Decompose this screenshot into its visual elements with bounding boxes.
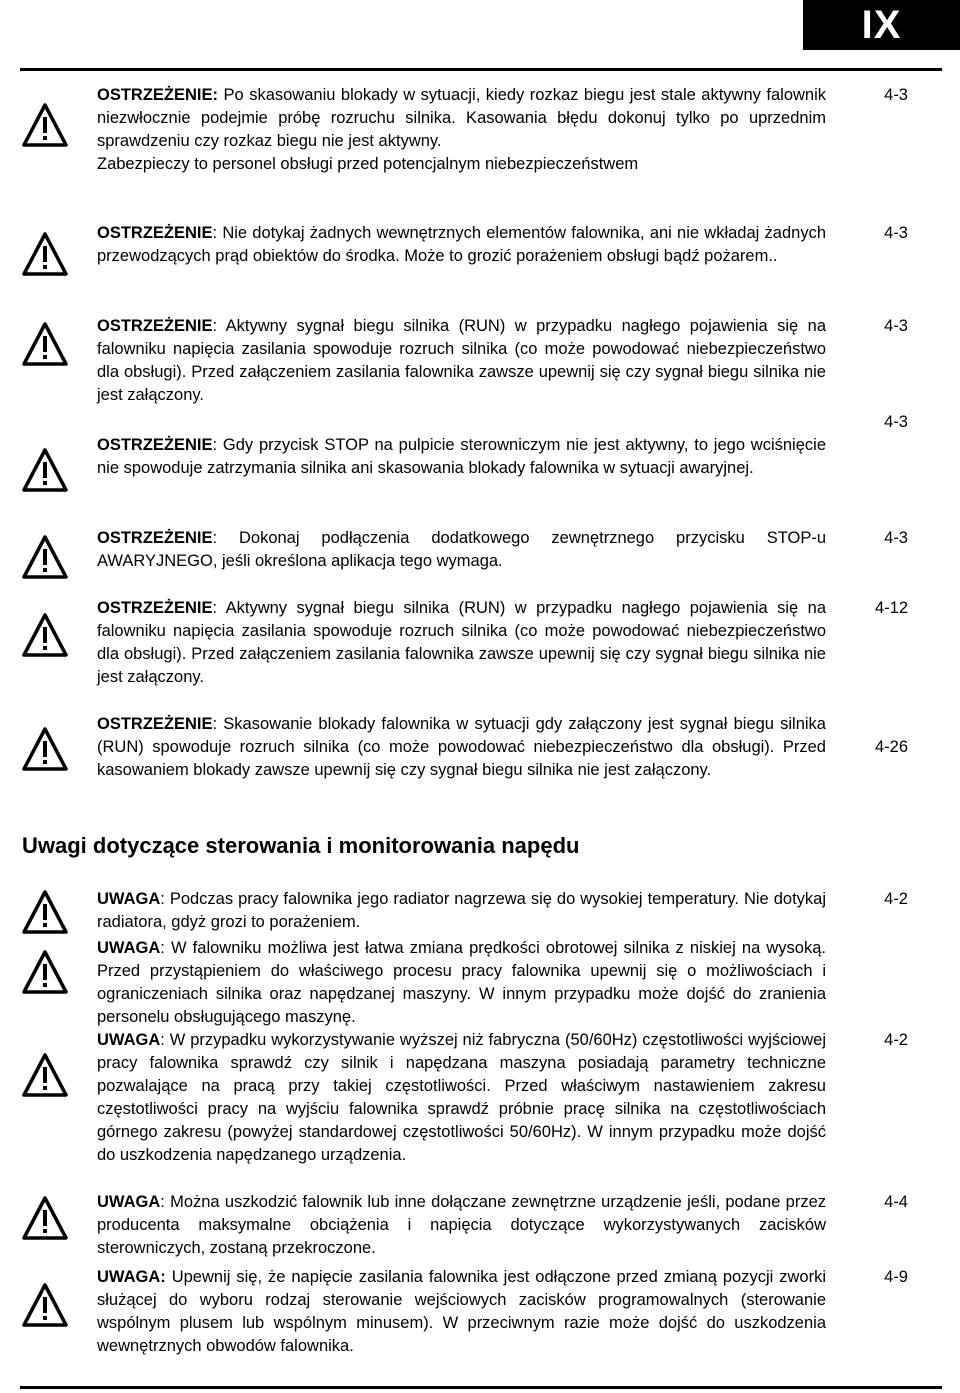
- warning-triangle-icon: [22, 1283, 68, 1327]
- note-body: : Można uszkodzić falownik lub inne dołączane zewnętrzne urządzenie jeśli, podane przez producenta maksymalne obciążenia i napięcia dotyczące wykorzystywanych zacisków sterowniczych, zostaną przekroczone.: [97, 1193, 826, 1257]
- page-reference: 4-3: [884, 317, 908, 335]
- warning-keyword: OSTRZEŻENIE: [97, 436, 213, 454]
- page-reference: 4-9: [884, 1268, 908, 1286]
- warning-body: Po skasowaniu blokady w sytuacji, kiedy rozkaz biegu jest stale aktywny falownik niezwłocznie podejmie próbę rozruchu silnika. Kasowania błędu dokonuj tylko po uprzednim sprawdzeniu czy rozkaz biegu nie jest aktywny.: [97, 86, 826, 150]
- note-body: Upewnij się, że napięcie zasilania falownika jest odłączone przed zmianą pozycji zworki służącej do wyboru rodzaj sterowanie wejściowych zacisków programowalnych (sterowanie wspólnym plusem lub wspólnym minusem). W przeciwnym razie może dojść do uszkodzenia wewnętrznych obwodów falownika.: [97, 1268, 826, 1355]
- note-text: [97, 888, 826, 934]
- warning-body: : Dokonaj podłączenia dodatkowego zewnętrznego przycisku STOP-u AWARYJNEGO, jeśli określona aplikacja tego wymaga.: [97, 529, 826, 570]
- note-keyword: UWAGA: [97, 939, 161, 957]
- page-reference: 4-3: [884, 413, 908, 431]
- page-reference: 4-2: [884, 1031, 908, 1049]
- warning-triangle-icon: [22, 1196, 68, 1240]
- page-reference: 4-2: [884, 890, 908, 908]
- bottom-rule: [20, 1386, 942, 1389]
- warning-triangle-icon: [22, 890, 68, 934]
- warning-triangle-icon: [22, 613, 68, 657]
- warning-triangle-icon: [22, 232, 68, 276]
- warning-text: [97, 597, 826, 689]
- warning-keyword: OSTRZEŻENIE: [97, 529, 213, 547]
- warning-text: [97, 527, 826, 573]
- note-text: [97, 1029, 826, 1167]
- warning-triangle-icon: [22, 322, 68, 366]
- warning-keyword: OSTRZEŻENIE:: [97, 86, 219, 104]
- note-text: [97, 1266, 826, 1358]
- warning-body: : Nie dotykaj żadnych wewnętrznych elementów falownika, ani nie wkładaj żadnych przewodzących prąd obiektów do środka. Może to grozić porażeniem obsługi bądź pożarem..: [97, 224, 826, 265]
- warning-text: [97, 84, 826, 176]
- warning-keyword: OSTRZEŻENIE: [97, 224, 213, 242]
- section-title: Uwagi dotyczące sterowania i monitorowania napędu: [22, 833, 580, 858]
- page-reference: 4-12: [874, 599, 908, 617]
- warning-body: : Aktywny sygnał biegu silnika (RUN) w przypadku nagłego pojawienia się na falowniku napięcia zasilania spowoduje rozruch silnika (co może powodować niebezpieczeństwo dla obsługi). Przed załączeniem zasilania falownika zawsze upewnij się czy sygnał biegu silnika nie jest załączony.: [97, 317, 826, 404]
- warning-body: : Gdy przycisk STOP na pulpicie sterowniczym nie jest aktywny, to jego wciśnięcie nie spowoduje zatrzymania silnika ani skasowania blokady falownika w sytuacji awaryjnej.: [97, 436, 826, 477]
- note-body: : Podczas pracy falownika jego radiator nagrzewa się do wysokiej temperatury. Nie dotykaj radiatora, gdyż grozi to porażeniem.: [97, 890, 826, 931]
- page-reference: 4-26: [874, 738, 908, 756]
- warning-triangle-icon: [22, 1053, 68, 1097]
- chapter-tab: IX: [803, 0, 960, 50]
- page-reference: 4-3: [884, 86, 908, 104]
- top-rule: [20, 68, 942, 71]
- warning-keyword: OSTRZEŻENIE: [97, 715, 213, 733]
- warning-body: : Aktywny sygnał biegu silnika (RUN) w przypadku nagłego pojawienia się na falowniku napięcia zasilania spowoduje rozruch silnika (co może powodować niebezpieczeństwo dla obsługi). Przed załączeniem zasilania falownika zawsze upewnij się czy sygnał biegu silnika nie jest załączony.: [97, 599, 826, 686]
- warning-keyword: OSTRZEŻENIE: [97, 599, 213, 617]
- warning-text: [97, 315, 826, 407]
- note-body: : W przypadku wykorzystywanie wyższej niż fabryczna (50/60Hz) częstotliwości wyjściowej pracy falownika sprawdź czy silnik i napędzana maszyna posiadają parametry techniczne pozwalające na pracą przy takiej częstotliwości. Przed właściwym nastawieniem zakresu częstotliwości pracy na wyjściu falownika sprawdź próbnie pracę silnika na częstotliwościach górnego zakresu (powyżej standardowej częstotliwości 50/60Hz). W innym przypadku może dojść do uszkodzenia napędzanego urządzenia.: [97, 1031, 826, 1164]
- note-keyword: UWAGA: [97, 890, 161, 908]
- warning-triangle-icon: [22, 535, 68, 579]
- note-text: [97, 1191, 826, 1260]
- warning-keyword: OSTRZEŻENIE: [97, 317, 213, 335]
- note-body: : W falowniku możliwa jest łatwa zmiana prędkości obrotowej silnika z niskiej na wysoką. Przed przystąpieniem do właściwego procesu pracy falownika upewnij się o możliwościach i ograniczeniach silnika oraz napędzanej maszyny. W innym przypadku może dojść do zranienia personelu obsługującego maszynę.: [97, 939, 826, 1026]
- page-reference: 4-3: [884, 529, 908, 547]
- warning-text: [97, 222, 826, 268]
- warning-triangle-icon: [22, 448, 68, 492]
- page-reference: 4-3: [884, 224, 908, 242]
- note-keyword: UWAGA:: [97, 1268, 166, 1286]
- note-keyword: UWAGA: [97, 1193, 161, 1211]
- warning-triangle-icon: [22, 950, 68, 994]
- warning-text: [97, 713, 826, 782]
- page-reference: 4-4: [884, 1193, 908, 1211]
- warning-body-2: Zabezpieczy to personel obsługi przed potencjalnym niebezpieczeństwem: [97, 155, 639, 173]
- note-keyword: UWAGA: [97, 1031, 161, 1049]
- warning-triangle-icon: [22, 727, 68, 771]
- warning-triangle-icon: [22, 103, 68, 147]
- warning-body: : Skasowanie blokady falownika w sytuacji gdy załączony jest sygnał biegu silnika (RUN) spowoduje rozruch silnika (co może powodować niebezpieczeństwo dla obsługi). Przed kasowaniem blokady zawsze upewnij się czy sygnał biegu silnika nie jest załączony.: [97, 715, 826, 779]
- note-text: [97, 937, 826, 1029]
- warning-text: [97, 434, 826, 480]
